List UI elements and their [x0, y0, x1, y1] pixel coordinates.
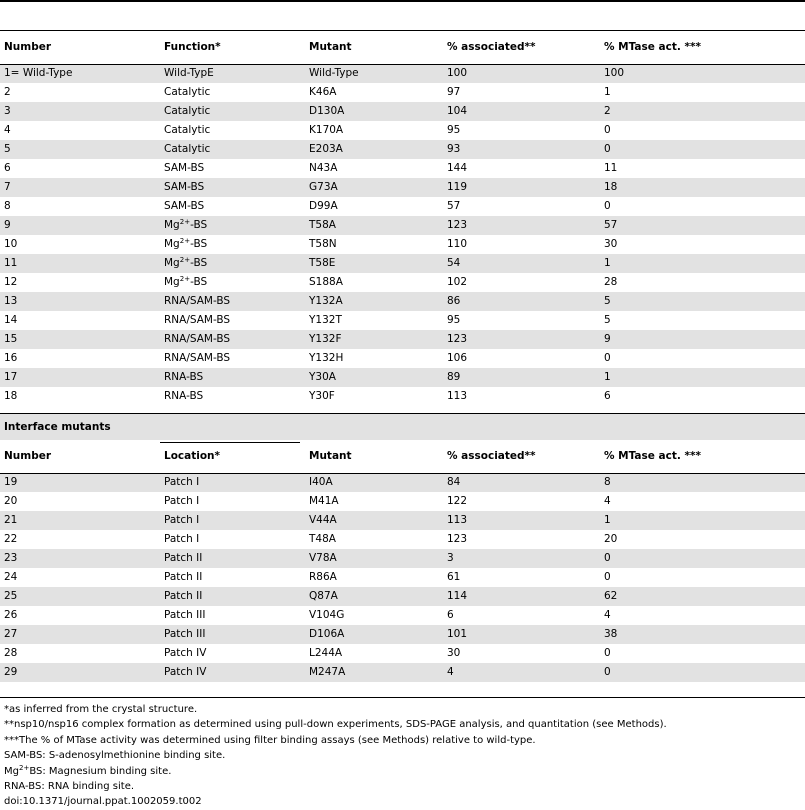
- footnotes: [4, 702, 799, 810]
- table-row: [0, 606, 805, 625]
- cell-mutant: V44A: [305, 511, 443, 530]
- table-row: [0, 587, 805, 606]
- table-row: [0, 549, 805, 568]
- table-caption-area: [0, 2, 805, 30]
- cell-mtase: 0: [600, 568, 805, 587]
- cell-function: [160, 216, 305, 235]
- cell-mutant: D99A: [305, 197, 443, 216]
- mg-symbol: Mg: [164, 219, 180, 231]
- cell-associated: 57: [443, 197, 600, 216]
- col-header-mtase: % MTase act. ***: [604, 450, 701, 462]
- footnote: ***The % of MTase activity was determined using filter binding assays (see Methods) relative to wild-type.: [4, 734, 536, 746]
- cell-mtase: 4: [600, 492, 805, 511]
- cell-mutant: T58E: [305, 254, 443, 273]
- cell-associated: 123: [443, 530, 600, 549]
- cell-mutant: Y132T: [305, 311, 443, 330]
- cell-function: RNA/SAM-BS: [160, 349, 305, 368]
- table-row: [0, 368, 805, 387]
- interface-section-row: [0, 414, 805, 440]
- cell-mtase: 1: [600, 368, 805, 387]
- col-header-location: Location*: [164, 450, 221, 462]
- cell-number: 14: [0, 311, 160, 330]
- cell-mutant: N43A: [305, 159, 443, 178]
- cell-mtase: 0: [600, 197, 805, 216]
- mutants-table: [0, 31, 805, 406]
- cell-number: 15: [0, 330, 160, 349]
- col-header-function: Function*: [164, 41, 221, 53]
- interface-table: [0, 414, 805, 440]
- cell-mtase: 9: [600, 330, 805, 349]
- mg-symbol: Mg: [164, 257, 180, 269]
- cell-associated: 144: [443, 159, 600, 178]
- cell-associated: 30: [443, 644, 600, 663]
- cell-function: SAM-BS: [160, 197, 305, 216]
- cell-associated: 113: [443, 511, 600, 530]
- table-row: [0, 102, 805, 121]
- cell-number: 21: [0, 511, 160, 530]
- cell-associated: 123: [443, 330, 600, 349]
- cell-function: Patch III: [160, 625, 305, 644]
- footnote: SAM-BS: S-adenosylmethionine binding site.: [4, 750, 226, 762]
- table-row: [0, 273, 805, 292]
- cell-mtase: 5: [600, 292, 805, 311]
- cell-mtase: 57: [600, 216, 805, 235]
- col-header-mutant: Mutant: [309, 450, 352, 462]
- cell-associated: 86: [443, 292, 600, 311]
- table-header-row: [0, 31, 805, 64]
- cell-number: 23: [0, 549, 160, 568]
- cell-associated: 89: [443, 368, 600, 387]
- cell-number: 20: [0, 492, 160, 511]
- cell-function: Patch IV: [160, 644, 305, 663]
- cell-associated: 3: [443, 549, 600, 568]
- cell-function: Wild-TypE: [160, 64, 305, 83]
- interface-section-title: Interface mutants: [0, 414, 805, 440]
- footnote: [4, 764, 799, 779]
- cell-mutant: S188A: [305, 273, 443, 292]
- cell-function: Patch I: [160, 473, 305, 492]
- cell-mutant: D106A: [305, 625, 443, 644]
- cell-associated: 84: [443, 473, 600, 492]
- cell-associated: 61: [443, 568, 600, 587]
- table-row: [0, 330, 805, 349]
- cell-number: 5: [0, 140, 160, 159]
- cell-number: 29: [0, 663, 160, 682]
- footnote: **nsp10/nsp16 complex formation as determined using pull-down experiments, SDS-PAGE analysis, and quantitation (see Methods).: [4, 719, 667, 731]
- cell-number: 6: [0, 159, 160, 178]
- cell-function: SAM-BS: [160, 159, 305, 178]
- footnote-doi: doi:10.1371/journal.ppat.1002059.t002: [4, 796, 202, 808]
- col-header-mutant: Mutant: [309, 41, 352, 53]
- cell-mtase: 11: [600, 159, 805, 178]
- cell-mutant: M41A: [305, 492, 443, 511]
- cell-associated: 101: [443, 625, 600, 644]
- cell-associated: 93: [443, 140, 600, 159]
- cell-mutant: V78A: [305, 549, 443, 568]
- table-row: [0, 64, 805, 83]
- cell-number: 2: [0, 83, 160, 102]
- cell-mutant: T58N: [305, 235, 443, 254]
- cell-mutant: K170A: [305, 121, 443, 140]
- cell-associated: 119: [443, 178, 600, 197]
- cell-mtase: 62: [600, 587, 805, 606]
- footnote-mg-text: BS: Magnesium binding site.: [29, 765, 172, 777]
- table-row: [0, 511, 805, 530]
- cell-mtase: 0: [600, 549, 805, 568]
- cell-number: 27: [0, 625, 160, 644]
- footnote-mg: Mg: [4, 765, 19, 777]
- cell-function-text: -BS: [190, 257, 208, 269]
- table-row: [0, 292, 805, 311]
- cell-number: 24: [0, 568, 160, 587]
- cell-number: 26: [0, 606, 160, 625]
- table-row: [0, 568, 805, 587]
- cell-mutant: V104G: [305, 606, 443, 625]
- mg-charge: 2+: [179, 256, 191, 264]
- cell-mtase: 28: [600, 273, 805, 292]
- cell-associated: 106: [443, 349, 600, 368]
- cell-mtase: 0: [600, 663, 805, 682]
- cell-associated: 102: [443, 273, 600, 292]
- table-row: [0, 216, 805, 235]
- cell-function: RNA/SAM-BS: [160, 311, 305, 330]
- cell-function-text: -BS: [190, 238, 208, 250]
- table-row: [0, 387, 805, 406]
- cell-associated: 4: [443, 663, 600, 682]
- table-row: [0, 349, 805, 368]
- cell-mtase: 4: [600, 606, 805, 625]
- col-header-associated: % associated**: [447, 450, 536, 462]
- cell-mtase: 20: [600, 530, 805, 549]
- cell-number: 12: [0, 273, 160, 292]
- table-bottom-rule: [0, 697, 805, 698]
- cell-number: 25: [0, 587, 160, 606]
- cell-function: Patch IV: [160, 663, 305, 682]
- cell-function: Patch III: [160, 606, 305, 625]
- interface-header-bottom-rule: [0, 473, 805, 474]
- cell-mutant: Wild-Type: [305, 64, 443, 83]
- cell-function: Patch II: [160, 549, 305, 568]
- cell-function: RNA-BS: [160, 368, 305, 387]
- cell-mutant: M247A: [305, 663, 443, 682]
- cell-associated: 97: [443, 83, 600, 102]
- footnote: RNA-BS: RNA binding site.: [4, 781, 135, 793]
- mg-symbol: Mg: [164, 238, 180, 250]
- cell-function: SAM-BS: [160, 178, 305, 197]
- cell-number: 17: [0, 368, 160, 387]
- col-header-number: Number: [4, 41, 52, 53]
- interface-table-body: [0, 473, 805, 682]
- table-row: [0, 644, 805, 663]
- cell-mutant: G73A: [305, 178, 443, 197]
- table-row: [0, 178, 805, 197]
- cell-mtase: 2: [600, 102, 805, 121]
- cell-number: 4: [0, 121, 160, 140]
- cell-mtase: 0: [600, 140, 805, 159]
- cell-associated: 122: [443, 492, 600, 511]
- cell-number: 16: [0, 349, 160, 368]
- cell-number: 28: [0, 644, 160, 663]
- interface-header-row: [0, 440, 805, 473]
- table-row: [0, 121, 805, 140]
- cell-function: [160, 254, 305, 273]
- cell-number: 9: [0, 216, 160, 235]
- cell-mtase: 5: [600, 311, 805, 330]
- cell-mutant: I40A: [305, 473, 443, 492]
- cell-associated: 110: [443, 235, 600, 254]
- cell-mtase: 18: [600, 178, 805, 197]
- col-header-associated: % associated**: [447, 41, 536, 53]
- cell-number: 11: [0, 254, 160, 273]
- header-bottom-rule: [0, 64, 805, 65]
- cell-mutant: Y132F: [305, 330, 443, 349]
- cell-function-text: -BS: [190, 219, 208, 231]
- cell-function: RNA-BS: [160, 387, 305, 406]
- cell-function: [160, 273, 305, 292]
- table-row: [0, 492, 805, 511]
- cell-mtase: 1: [600, 511, 805, 530]
- cell-associated: 104: [443, 102, 600, 121]
- cell-mutant: D130A: [305, 102, 443, 121]
- cell-mtase: 0: [600, 121, 805, 140]
- cell-associated: 95: [443, 311, 600, 330]
- mg-charge: 2+: [179, 218, 191, 226]
- cell-mutant: L244A: [305, 644, 443, 663]
- cell-mutant: K46A: [305, 83, 443, 102]
- cell-mutant: R86A: [305, 568, 443, 587]
- cell-mutant: E203A: [305, 140, 443, 159]
- cell-function: Catalytic: [160, 83, 305, 102]
- cell-mtase: 100: [600, 64, 805, 83]
- mg-symbol: Mg: [164, 276, 180, 288]
- cell-mutant: Y132H: [305, 349, 443, 368]
- cell-mtase: 6: [600, 387, 805, 406]
- cell-mtase: 0: [600, 349, 805, 368]
- footnote-mg-charge: 2+: [18, 763, 30, 772]
- cell-mtase: 38: [600, 625, 805, 644]
- table-row: [0, 140, 805, 159]
- cell-associated: 54: [443, 254, 600, 273]
- table-row: [0, 235, 805, 254]
- cell-associated: 95: [443, 121, 600, 140]
- table-row: [0, 530, 805, 549]
- table-body: [0, 64, 805, 406]
- cell-function: [160, 235, 305, 254]
- cell-number: 19: [0, 473, 160, 492]
- cell-associated: 114: [443, 587, 600, 606]
- mg-charge: 2+: [179, 275, 191, 283]
- cell-mtase: 0: [600, 644, 805, 663]
- cell-associated: 100: [443, 64, 600, 83]
- cell-function: Patch II: [160, 568, 305, 587]
- cell-mutant: T58A: [305, 216, 443, 235]
- cell-mutant: Y30A: [305, 368, 443, 387]
- col-header-mtase: % MTase act. ***: [604, 41, 701, 53]
- interface-header-table: [0, 440, 805, 682]
- cell-mutant: Q87A: [305, 587, 443, 606]
- col-header-number: Number: [4, 450, 52, 462]
- cell-associated: 123: [443, 216, 600, 235]
- footnote: *as inferred from the crystal structure.: [4, 704, 198, 715]
- table-row: [0, 473, 805, 492]
- table-row: [0, 663, 805, 682]
- table-row: [0, 159, 805, 178]
- cell-number: 22: [0, 530, 160, 549]
- table-row: [0, 254, 805, 273]
- table-row: [0, 197, 805, 216]
- cell-mtase: 1: [600, 254, 805, 273]
- cell-mtase: 8: [600, 473, 805, 492]
- table-row: [0, 311, 805, 330]
- cell-function: RNA/SAM-BS: [160, 292, 305, 311]
- cell-number: 7: [0, 178, 160, 197]
- table-row: [0, 625, 805, 644]
- cell-function: RNA/SAM-BS: [160, 330, 305, 349]
- cell-function-text: -BS: [190, 276, 208, 288]
- cell-number: 1= Wild-Type: [0, 64, 160, 83]
- cell-mtase: 30: [600, 235, 805, 254]
- cell-mutant: Y30F: [305, 387, 443, 406]
- cell-function: Patch I: [160, 511, 305, 530]
- cell-associated: 113: [443, 387, 600, 406]
- cell-function: Catalytic: [160, 121, 305, 140]
- cell-function: Patch II: [160, 587, 305, 606]
- cell-associated: 6: [443, 606, 600, 625]
- mg-charge: 2+: [179, 237, 191, 245]
- cell-function: Catalytic: [160, 140, 305, 159]
- table-row: [0, 83, 805, 102]
- cell-function: Patch I: [160, 492, 305, 511]
- cell-function: Catalytic: [160, 102, 305, 121]
- cell-number: 18: [0, 387, 160, 406]
- cell-number: 10: [0, 235, 160, 254]
- cell-mutant: T48A: [305, 530, 443, 549]
- cell-number: 3: [0, 102, 160, 121]
- cell-number: 8: [0, 197, 160, 216]
- cell-number: 13: [0, 292, 160, 311]
- cell-mtase: 1: [600, 83, 805, 102]
- cell-mutant: Y132A: [305, 292, 443, 311]
- cell-function: Patch I: [160, 530, 305, 549]
